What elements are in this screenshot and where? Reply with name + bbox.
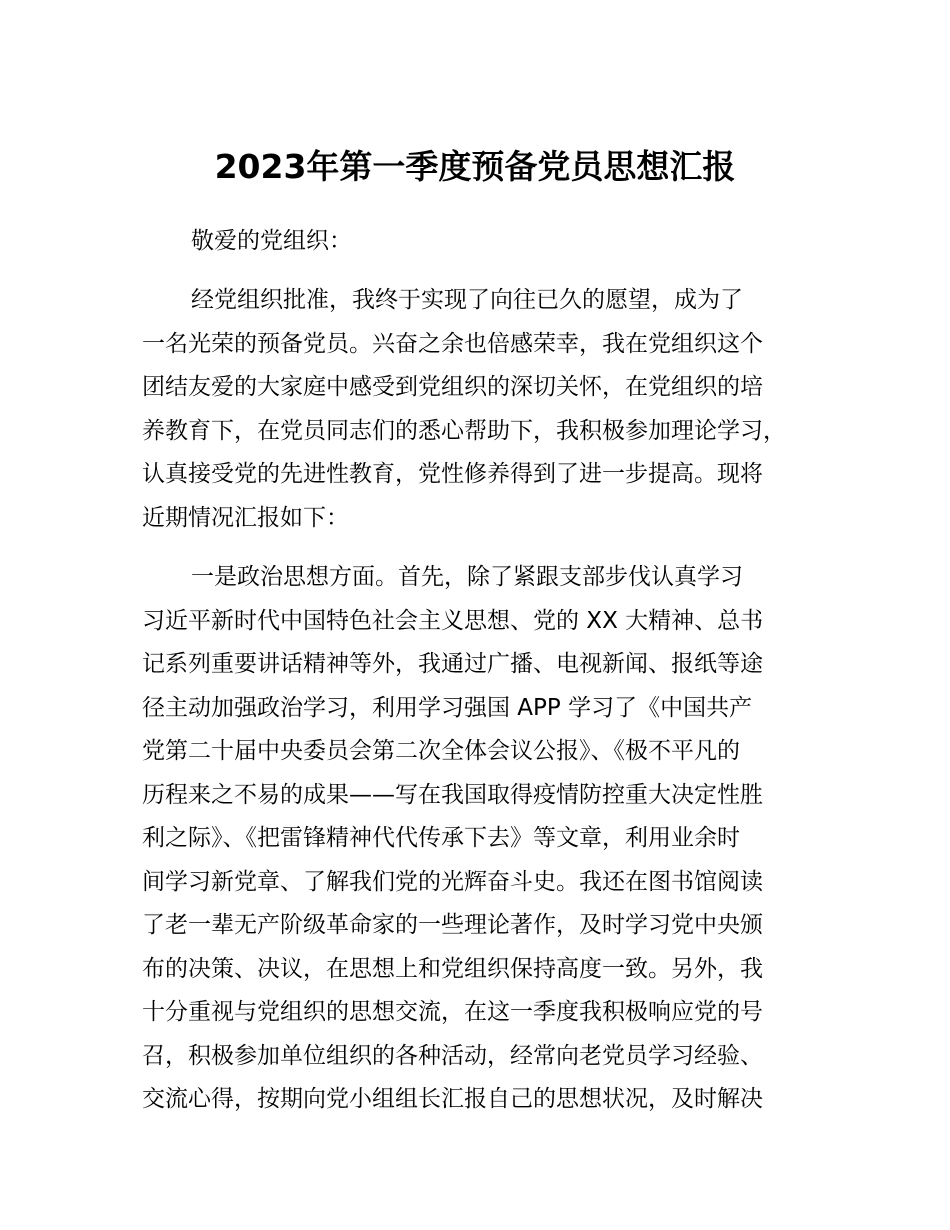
paragraph-line: 交流心得，按期向党小组组长汇报自己的思想状况，及时解决 <box>142 1086 763 1112</box>
paragraph-1 <box>142 279 842 540</box>
paragraph-line: 历程来之不易的成果——写在我国取得疫情防控重大决定性胜 <box>142 781 763 808</box>
paragraph-line: 近期情况汇报如下： <box>142 504 349 531</box>
document-title: 2023年第一季度预备党员思想汇报 <box>214 147 736 186</box>
paragraph-line: 党第二十届中央委员会第二次全体会议公报》、《极不平凡的 <box>142 738 740 764</box>
paragraph-line: 十分重视与党组织的思想交流，在这一季度我积极响应党的号 <box>142 999 763 1025</box>
salutation: 敬爱的党组织： <box>191 228 352 254</box>
paragraph-line: 习近平新时代中国特色社会主义思想、党的 XX 大精神、总书 <box>142 607 764 634</box>
paragraph-line: 经党组织批准，我终于实现了向往已久的愿望，成为了 <box>191 287 743 313</box>
paragraph-line: 养教育下，在党员同志们的悉心帮助下，我积极参加理论学习， <box>142 417 786 444</box>
paragraph-line: 利之际》、《把雷锋精神代代传承下去》等文章，利用业余时 <box>142 825 740 851</box>
paragraph-line: 一名光荣的预备党员。兴奋之余也倍感荣幸，我在党组织这个 <box>142 330 763 357</box>
paragraph-line: 一是政治思想方面。首先，除了紧跟支部步伐认真学习 <box>191 564 743 590</box>
paragraph-line: 记系列重要讲话精神等外，我通过广播、电视新闻、报纸等途 <box>142 651 763 677</box>
paragraph-line: 径主动加强政治学习，利用学习强国 APP 学习了《中国共产 <box>142 694 753 721</box>
paragraph-line: 了老一辈无产阶级革命家的一些理论著作，及时学习党中央颁 <box>142 912 763 938</box>
paragraph-line: 召，积极参加单位组织的各种活动，经常向老党员学习经验、 <box>142 1042 763 1069</box>
paragraph-line: 布的决策、决议，在思想上和党组织保持高度一致。另外，我 <box>142 955 763 982</box>
paragraph-2 <box>142 556 842 1122</box>
paragraph-line: 团结友爱的大家庭中感受到党组织的深切关怀，在党组织的培 <box>142 374 763 400</box>
paragraph-line: 间学习新党章、了解我们党的光辉奋斗史。我还在图书馆阅读 <box>142 868 763 895</box>
paragraph-line: 认真接受党的先进性教育，党性修养得到了进一步提高。现将 <box>142 461 763 487</box>
